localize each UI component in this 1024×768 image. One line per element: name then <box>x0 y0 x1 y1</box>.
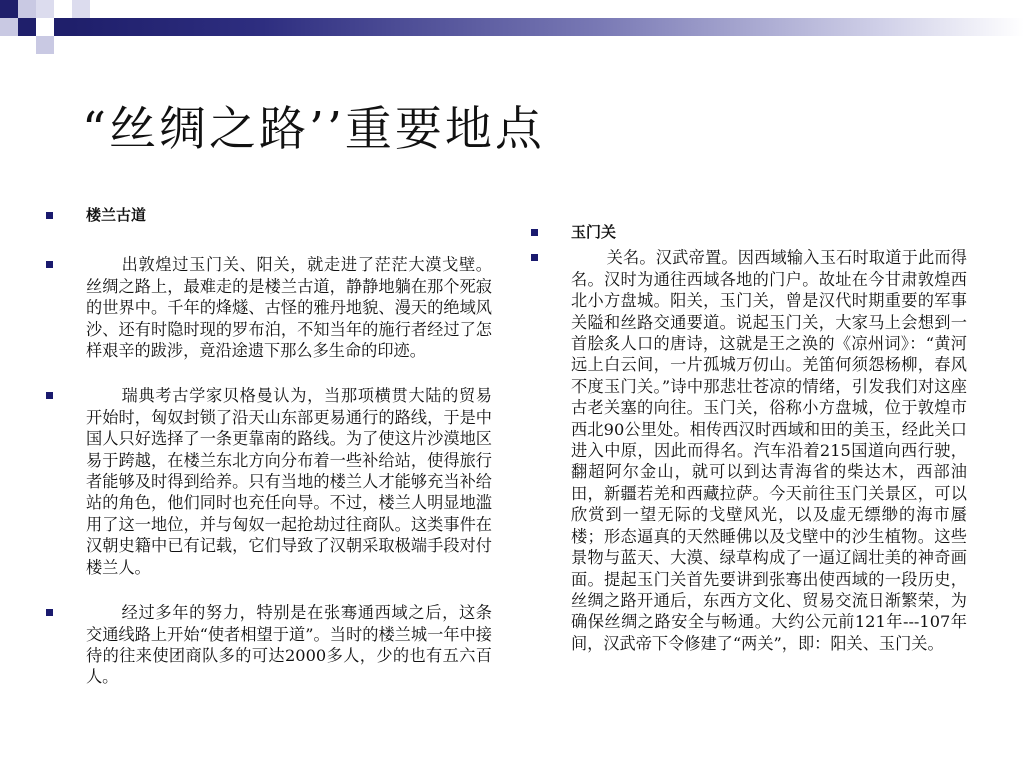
paragraph-item <box>42 254 492 361</box>
paragraph-text: 关名。汉武帝置。因西域输入玉石时取道于此而得名。汉时为通往西域各地的门户。故址在今甘肃敦煌西北小方盘城。阳关，玉门关，曾是汉代时期重要的军事关隘和丝路交通要道。说起玉门关，大家马上会想到一首脍炙人口的唐诗，这就是王之涣的《凉州词》：“黄河远上白云间，一片孤城万仞山。羌笛何须怨杨柳，春风不度玉门关。”诗中那悲壮苍凉的情绪，引发我们对这座古老关塞的向往。玉门关，俗称小方盘城，位于敦煌市西北90公里处。相传西汉时西域和田的美玉，经此关口进入中原，因此而得名。汽车沿着215国道向西行驶，翻超阿尔金山，就可以到达青海省的柴达木，西部油田，新疆若羌和西藏拉萨。今天前往玉门关景区，可以欣赏到一望无际的戈壁风光，以及虚无缥缈的海市蜃楼；形态逼真的天然睡佛以及戈壁中的沙生植物。这些景物与蓝天、大漠、绿草构成了一逼辽阔壮美的神奇画面。提起玉门关首先要讲到张骞出使西域的一段历史，丝绸之路开通后，东西方文化、贸易交流日渐繁荣，为确保丝绸之路安全与畅通。大约公元前121年---107年间，汉武帝下令修建了“两关”，即：阳关、玉门关。 <box>571 248 967 653</box>
deco-square-light <box>0 18 18 36</box>
bullet-icon <box>46 212 53 219</box>
bullet-icon <box>46 392 53 399</box>
deco-square-light <box>18 0 36 18</box>
deco-square-light <box>36 36 54 54</box>
heading-text: 楼兰古道 <box>86 207 147 224</box>
paragraph-text: 经过多年的努力，特别是在张骞通西域之后，这条交通线路上开始“使者相望于道”。当时的楼兰城一年中接待的往来使团商队多的可达2000多人，少的也有五六百人。 <box>86 603 492 687</box>
deco-square-dark <box>0 0 18 18</box>
bullet-icon <box>531 254 538 261</box>
deco-square-dark <box>54 18 72 36</box>
left-column <box>42 205 492 688</box>
bullet-icon <box>531 229 538 236</box>
heading-yumenguan <box>527 222 967 243</box>
paragraph-text: 瑞典考古学家贝格曼认为，当那项横贯大陆的贸易开始时，匈奴封锁了沿天山东部更易通行的路线，于是中国人只好选择了一条更靠南的路线。为了使这片沙漠地区易于跨越，在楼兰东北方向分布着一些补给站，使得旅行者能够及时得到给养。只有当地的楼兰人才能够充当补给站的角色，他们同时也充任向导。不过，楼兰人明显地滥用了这一地位，并与匈奴一起抢劫过往商队。这类事件在汉朝史籍中已有记载，它们导致了汉朝采取极端手段对付楼兰人。 <box>86 386 492 577</box>
slide-title: “丝绸之路’’重要地点 <box>82 102 545 157</box>
deco-square-light <box>72 0 90 18</box>
right-column <box>527 222 967 654</box>
deco-square-light <box>36 0 54 18</box>
deco-gradient-bar <box>72 18 1024 36</box>
bullet-icon <box>46 609 53 616</box>
paragraph-item <box>42 385 492 578</box>
deco-square-dark <box>18 18 36 36</box>
heading-loulan <box>42 205 492 226</box>
header-decoration <box>0 0 1024 56</box>
paragraph-item <box>42 602 492 688</box>
paragraph-text: 出敦煌过玉门关、阳关，就走进了茫茫大漠戈壁。丝绸之路上，最难走的是楼兰古道，静静地躺在那个死寂的世界中。千年的烽燧、古怪的雅丹地貌、漫天的绝域风沙、还有时隐时现的罗布泊，不知当年的施行者经过了怎样艰辛的跋涉，竟沿途遗下那么多生命的印迹。 <box>86 255 492 361</box>
paragraph-item <box>527 247 967 654</box>
heading-text: 玉门关 <box>571 224 617 241</box>
bullet-icon <box>46 261 53 268</box>
